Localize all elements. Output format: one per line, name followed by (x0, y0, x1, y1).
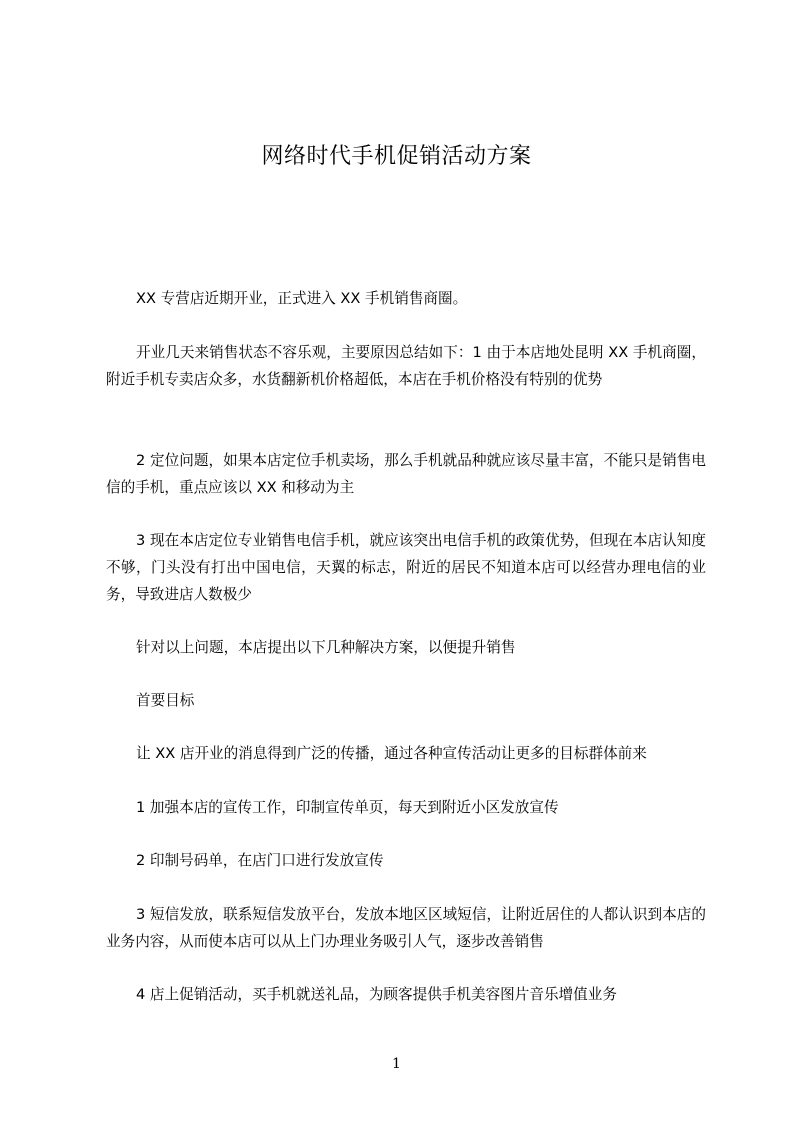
paragraph-solutions-intro: 针对以上问题，本店提出以下几种解决方案，以便提升销售 (136, 639, 516, 656)
paragraph-reason-3: 3 现在本店定位专业销售电信手机，就应该突出电信手机的政策优势，但现在本店认知度不够，门头没有打出中国电信，天翼的标志，附近的居民不知道本店可以经营办理电信的业务，导致进店人数极少 (106, 532, 706, 603)
page-number: 1 (392, 1056, 401, 1072)
paragraph-measure-1: 1 加强本店的宣传工作，印制宣传单页，每天到附近小区发放宣传 (136, 799, 559, 816)
paragraph-measure-4: 4 店上促销活动，买手机就送礼品，为顾客提供手机美容图片音乐增值业务 (136, 986, 617, 1003)
paragraph-reason-1: 开业几天来销售状态不容乐观，主要原因总结如下：1 由于本店地处昆明 XX 手机商圈，附近手机专卖店众多，水货翻新机价格超低，本店在手机价格没有特别的优势 (106, 344, 706, 388)
document-title: 网络时代手机促销活动方案 (261, 144, 532, 169)
paragraph-goal-heading: 首要目标 (136, 692, 195, 709)
paragraph-reason-2: 2 定位问题，如果本店定位手机卖场，那么手机就品种就应该尽量丰富，不能只是销售电信的手机，重点应该以 XX 和移动为主 (106, 452, 706, 496)
paragraph-intro: XX 专营店近期开业，正式进入 XX 手机销售商圈。 (136, 290, 468, 307)
paragraph-goal: 让 XX 店开业的消息得到广泛的传播，通过各种宣传活动让更多的目标群体前来 (136, 745, 647, 762)
paragraph-measure-2: 2 印制号码单，在店门口进行发放宣传 (136, 852, 384, 869)
paragraph-measure-3: 3 短信发放，联系短信发放平台，发放本地区区域短信，让附近居住的人都认识到本店的业务内容，从而使本店可以从上门办理业务吸引人气，逐步改善销售 (106, 906, 706, 950)
